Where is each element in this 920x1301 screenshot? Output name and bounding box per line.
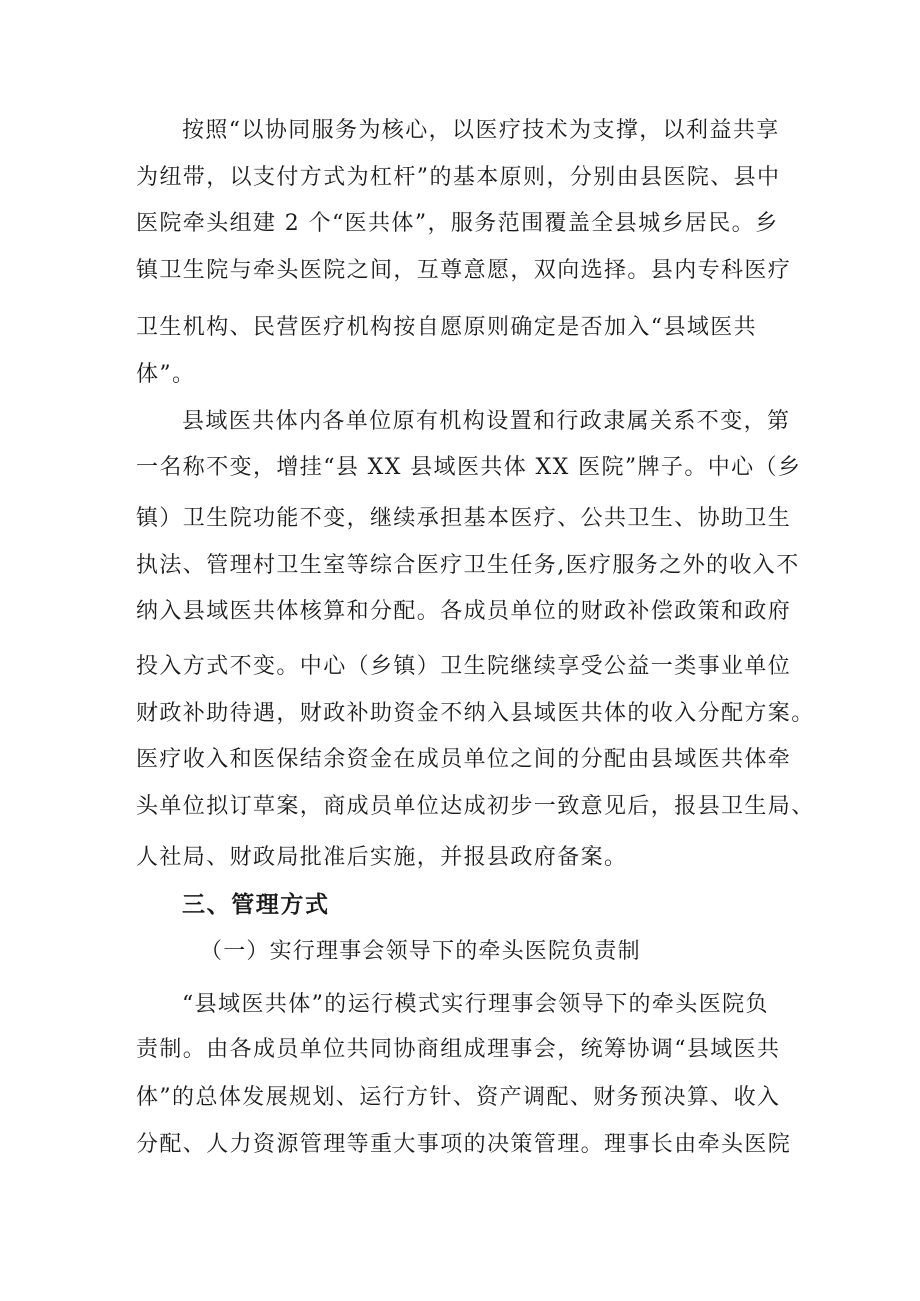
paragraph-1-line-1: 按照“以协同服务为核心，以医疗技术为支撑，以利益共享 [182,118,780,143]
section-heading: 三、管理方式 [182,892,330,918]
paragraph-2-line-8: 医疗收入和医保结余资金在成员单位之间的分配由县域医共体牵 [136,747,792,772]
paragraph-1-line-3: 医院牵头组建 2 个“医共体”，服务范围覆盖全县城乡居民。乡 [136,211,779,236]
paragraph-1-line-6: 体”。 [136,362,196,387]
paragraph-3-line-4: 分配、人力资源管理等重大事项的决策管理。理事长由牵头医院 [136,1132,792,1157]
paragraph-2-line-5: 纳入县域医共体核算和分配。各成员单位的财政补偿政策和政府 [136,599,792,624]
paragraph-2-line-2: 一名称不变，增挂“县 XX 县域医共体 XX 医院”牌子。中心（乡 [136,455,802,480]
paragraph-2-line-7: 财政补助待遇，财政补助资金不纳入县域医共体的收入分配方案。 [136,701,815,726]
paragraph-1-line-4: 镇卫生院与牵头医院之间，互尊意愿，双向选择。县内专科医疗 [136,258,792,283]
paragraph-3-line-2: 责制。由各成员单位共同协商组成理事会，统筹协调“县域医共 [136,1037,781,1062]
paragraph-1-line-5: 卫生机构、民营医疗机构按自愿原则确定是否加入“县域医共 [136,315,758,340]
paragraph-3-line-3: 体”的总体发展规划、运行方针、资产调配、财务预决算、收入 [136,1085,781,1110]
paragraph-2-line-9: 头单位拟订草案，商成员单位达成初步一致意见后，报县卫生局、 [136,794,815,819]
paragraph-2-line-10: 人社局、财政局批准后实施，并报县政府备案。 [136,845,628,870]
paragraph-1-line-2: 为纽带，以支付方式为杠杆”的基本原则，分别由县医院、县中 [136,165,781,190]
paragraph-2-line-4: 执法、管理村卫生室等综合医疗卫生任务,医疗服务之外的收入不 [136,553,800,578]
paragraph-3-line-1: “县域医共体”的运行模式实行理事会领导下的牵头医院负 [182,992,769,1017]
paragraph-2-line-6: 投入方式不变。中心（乡镇）卫生院继续享受公益一类事业单位 [136,654,792,679]
subsection-heading: （一）实行理事会领导下的牵头医院负责制 [200,939,641,964]
paragraph-2-line-3: 镇）卫生院功能不变，继续承担基本医疗、公共卫生、协助卫生 [136,506,792,531]
paragraph-2-line-1: 县域医共体内各单位原有机构设置和行政隶属关系不变，第 [182,409,791,434]
